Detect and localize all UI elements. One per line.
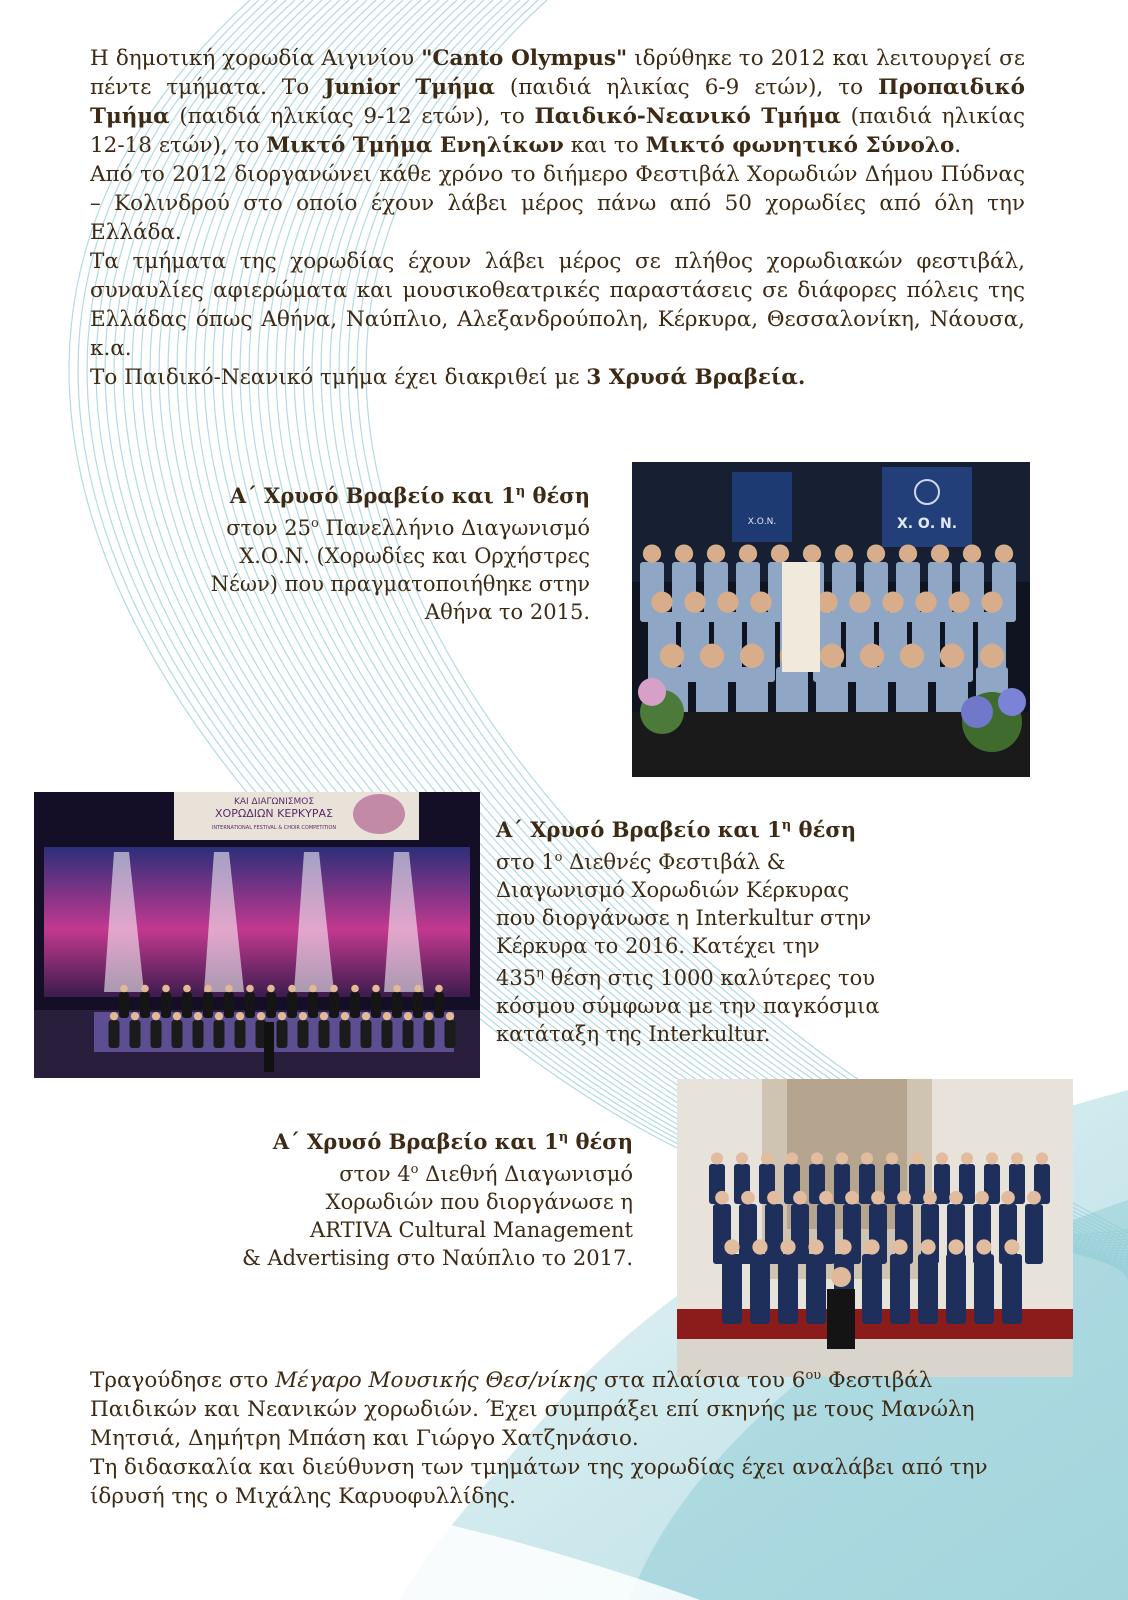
award-1-line-2: Χ.Ο.Ν. (Χορωδίες και Ορχήστρες	[239, 544, 590, 568]
choir-member	[890, 1254, 910, 1324]
choir-member	[319, 1020, 330, 1048]
award-2-heading: Α΄ Χρυσό Βραβείο και $1^\eta$ θέση	[496, 817, 857, 842]
choir-member-head	[684, 592, 705, 613]
choir-member-head	[948, 1239, 963, 1254]
choir-member	[434, 992, 444, 1018]
award-1-line-1: στον $25^o$ Πανελλήνιο Διαγωνισμό	[226, 516, 590, 540]
choir-member-head	[204, 985, 212, 993]
choir-member	[193, 1020, 204, 1048]
choir-member	[130, 1020, 141, 1048]
choir-member-head	[897, 1191, 911, 1205]
choir-member	[382, 1020, 393, 1048]
choir-member-head	[811, 1152, 823, 1164]
choir-member-head	[120, 985, 128, 993]
choir-member-head	[761, 1152, 773, 1164]
choir-member-head	[750, 592, 771, 613]
award-3-text	[200, 1124, 633, 1272]
choir-member	[946, 1254, 966, 1324]
choir-member-head	[435, 985, 443, 993]
choir-member-head	[660, 644, 684, 668]
choir-member-head	[110, 1012, 118, 1020]
choir-member	[151, 1020, 162, 1048]
choir-member-head	[131, 1012, 139, 1020]
choir-member-head	[849, 592, 870, 613]
choir-member	[918, 1254, 938, 1324]
award-3-line-2: Χορωδιών που διοργάνωσε η	[325, 1190, 633, 1214]
award-3-line-1: στον $4^o$ Διεθνή Διαγωνισμό	[339, 1162, 633, 1186]
choir-member-head	[976, 1239, 991, 1254]
banner-right-text: Χ. Ο. Ν.	[896, 516, 958, 532]
photo-choir-nafplio	[677, 1079, 1073, 1377]
choir-member-head	[162, 985, 170, 993]
choir-member-head	[995, 544, 1013, 562]
choir-member-head	[717, 592, 738, 613]
award-3-line-4: & Advertising στο Ναύπλιο το 2017.	[242, 1246, 633, 1270]
choir-member-head	[711, 1152, 723, 1164]
banner-left-text: Χ.Ο.Ν.	[747, 517, 777, 527]
choir-member-head	[771, 544, 789, 562]
choir-member-head	[414, 985, 422, 993]
choir-member	[350, 992, 360, 1018]
choir-member-head	[871, 1191, 885, 1205]
diploma	[782, 562, 820, 672]
award-2-line-5: $435^\eta$ θέση στις 1000 καλύτερες του	[496, 966, 875, 990]
choir-member-head	[362, 1012, 370, 1020]
choir-member-head	[320, 1012, 328, 1020]
choir-member	[287, 992, 297, 1018]
choir-member	[119, 992, 129, 1018]
award-1-heading: Α΄ Χρυσό Βραβείο και $1^\eta$ θέση	[229, 483, 590, 508]
choir-member	[224, 992, 234, 1018]
choir-member-head	[820, 644, 844, 668]
choir-member-head	[936, 1152, 948, 1164]
choir-member-head	[404, 1012, 412, 1020]
choir-member-head	[986, 1152, 998, 1164]
choir-member	[392, 992, 402, 1018]
award-1-text	[150, 478, 590, 626]
choir-member-head	[309, 985, 317, 993]
choir-member-head	[780, 1239, 795, 1254]
choir-member-head	[372, 985, 380, 993]
banner-left	[732, 472, 792, 542]
choir-member-head	[864, 1239, 879, 1254]
award-1-line-3: Νέων) που πραγματοποιήθηκε στην	[210, 572, 590, 596]
banner-line-3: INTERNATIONAL FESTIVAL & CHOIR COMPETITION	[211, 825, 337, 831]
choir-member	[277, 1020, 288, 1048]
choir-member	[403, 1020, 414, 1048]
choir-member-head	[1027, 1191, 1041, 1205]
choir-member-head	[288, 985, 296, 993]
choir-member-head	[1001, 1191, 1015, 1205]
choir-member-head	[793, 1191, 807, 1205]
choir-member	[371, 992, 381, 1018]
closing-text	[90, 1361, 1030, 1511]
choir-member-head	[767, 1191, 781, 1205]
choir-member-head	[1004, 1239, 1019, 1254]
choir-member	[862, 1254, 882, 1324]
award-3-heading: Α΄ Χρυσό Βραβείο και $1^\eta$ θέση	[272, 1129, 633, 1154]
banner-line-1: ΚΑΙ ΔΙΑΓΩΝΙΣΜΟΣ	[233, 797, 315, 807]
choir-member-head	[651, 592, 672, 613]
banner-line-2: ΧΟΡΩΔΙΩΝ ΚΕΡΚΥΡΑΣ	[215, 807, 333, 820]
choir-member-head	[741, 1191, 755, 1205]
choir-member-head	[194, 1012, 202, 1020]
choir-member	[909, 1164, 925, 1204]
choir-member	[109, 1020, 120, 1048]
choir-member-head	[949, 1191, 963, 1205]
choir-member-head	[740, 644, 764, 668]
choir-member	[722, 1254, 742, 1324]
choir-member-head	[675, 544, 693, 562]
choir-member	[182, 992, 192, 1018]
choir-member	[974, 1254, 994, 1324]
choir-member	[750, 1254, 770, 1324]
choir-member-head	[236, 1012, 244, 1020]
choir-member	[161, 992, 171, 1018]
choir-member-head	[215, 1012, 223, 1020]
closing-paragraph-2: Τη διδασκαλία και διεύθυνση των τμημάτων της χορωδίας έχει αναλάβει από την ίδρυσή της ο Μιχάλης Καρυοφυλλίδης.	[90, 1455, 988, 1510]
award-2-line-4: Κέρκυρα το 2016. Κατέχει την	[496, 934, 820, 958]
award-1-line-4: Αθήνα το 2015.	[424, 600, 590, 624]
choir-member	[361, 1020, 372, 1048]
choir-member-head	[383, 1012, 391, 1020]
choir-member-head	[724, 1239, 739, 1254]
choir-member	[298, 1020, 309, 1048]
conductor	[264, 1022, 274, 1072]
award-3-line-3: ARTIVA Cultural Management	[310, 1218, 633, 1242]
choir-member	[424, 1020, 435, 1048]
choir-member	[235, 1020, 246, 1048]
choir-member-head	[330, 985, 338, 993]
choir-member-head	[715, 1191, 729, 1205]
photo-choir-athens	[632, 462, 1030, 777]
choir-member-head	[819, 1191, 833, 1205]
choir-member	[203, 992, 213, 1018]
choir-member-head	[700, 644, 724, 668]
choir-member-head	[931, 544, 949, 562]
award-2-line-6: κόσμου σύμφωνα με την παγκόσμια	[496, 994, 880, 1018]
closing-paragraph-1: Τραγούδησε στο Μέγαρο Μουσικής Θεσ/νίκης στα πλαίσια του $6^{o\upsilon}$ Φεστιβάλ Παιδικών και Νεανικών χορωδιών. Έχει συμπράξει επί σκηνής με τους Μανώλη Μητσιά, Δημήτρη Μπάση και Γιώργο Χατζηνάσιο.	[90, 1368, 975, 1452]
choir-member-head	[141, 985, 149, 993]
intro-paragraph-2: Από το 2012 διοργανώνει κάθε χρόνο το διήμερο Φεστιβάλ Χορωδιών Δήμου Πύδνας – Κολινδρού στο οποίο έχουν λάβει μέρος πάνω από 50 χορωδίες από όλη την Ελλάδα.	[90, 162, 1025, 245]
choir-member	[340, 1020, 351, 1048]
award-2-line-2: Διαγωνισμό Χορωδιών Κέρκυρας	[496, 878, 850, 902]
choir-member-head	[246, 985, 254, 993]
award-2-line-7: κατάταξη της Interkultur.	[496, 1022, 771, 1046]
choir-member	[266, 992, 276, 1018]
choir-member-head	[225, 985, 233, 993]
award-2-text	[496, 812, 936, 1048]
choir-member-head	[446, 1012, 454, 1020]
choir-member-head	[183, 985, 191, 993]
choir-member-head	[351, 985, 359, 993]
choir-member-head	[899, 544, 917, 562]
choir-member	[413, 992, 423, 1018]
choir-member	[245, 992, 255, 1018]
choir-member-head	[1011, 1152, 1023, 1164]
choir-member-head	[975, 1191, 989, 1205]
choir-member-head	[981, 592, 1002, 613]
choir-member-head	[920, 1239, 935, 1254]
choir-member	[172, 1020, 183, 1048]
choir-member-head	[425, 1012, 433, 1020]
choir-member-head	[803, 544, 821, 562]
intro-paragraph-4: Το Παιδικό-Νεανικό τμήμα έχει διακριθεί με 3 Χρυσά Βραβεία.	[90, 365, 806, 390]
choir-member	[445, 1020, 456, 1048]
choir-member	[140, 992, 150, 1018]
choir-member-head	[808, 1239, 823, 1254]
award-2-line-1: στο $1^o$ Διεθνές Φεστιβάλ &	[496, 850, 786, 874]
choir-member-head	[836, 1152, 848, 1164]
choir-member-head	[173, 1012, 181, 1020]
choir-member-head	[835, 544, 853, 562]
intro-text	[90, 44, 1025, 392]
choir-member-head	[707, 544, 725, 562]
choir-member-head	[963, 544, 981, 562]
award-2-line-3: που διοργάνωσε η Interkultur στην	[496, 906, 872, 930]
choir-member-head	[900, 644, 924, 668]
choir-member-head	[845, 1191, 859, 1205]
choir-member-head	[752, 1239, 767, 1254]
intro-paragraph-1: Η δημοτική χορωδία Αιγινίου "Canto Olympus" ιδρύθηκε το 2012 και λειτουργεί σε πέντε τμήματα. Το Junior Τμήμα (παιδιά ηλικίας 6-9 ετών), το Προπαιδικό Τμήμα (παιδιά ηλικίας 9-12 ετών), το Παιδικό-Νεανικό Τμήμα (παιδιά ηλικίας 12-18 ετών), το Μικτό Τμήμα Ενηλίκων και το Μικτό φωνητικό Σύνολο.	[90, 46, 1025, 158]
choir-member	[806, 1254, 826, 1324]
choir-member	[1002, 1254, 1022, 1324]
choir-member-head	[886, 1152, 898, 1164]
choir-member-head	[923, 1191, 937, 1205]
choir-member-head	[915, 592, 936, 613]
photo-choir-corfu	[34, 792, 480, 1078]
choir-member-head	[892, 1239, 907, 1254]
choir-member-head	[278, 1012, 286, 1020]
choir-member-head	[152, 1012, 160, 1020]
choir-member-head	[739, 544, 757, 562]
choir-member-head	[948, 592, 969, 613]
conductor	[827, 1289, 855, 1349]
intro-paragraph-3: Τα τμήματα της χορωδίας έχουν λάβει μέρος σε πλήθος χορωδιακών φεστιβάλ, συναυλίες αφιερώματα και μουσικοθεατρικές παραστάσεις σε διάφορες πόλεις της Ελλάδας όπως Αθήνα, Ναύπλιο, Αλεξανδρούπολη, Κέρκυρα, Θεσσαλονίκη, Νάουσα, κ.α.	[90, 249, 1025, 361]
choir-member	[214, 1020, 225, 1048]
choir-member-head	[911, 1152, 923, 1164]
choir-member	[778, 1254, 798, 1324]
choir-member-head	[643, 544, 661, 562]
choir-member	[308, 992, 318, 1018]
choir-member-head	[961, 1152, 973, 1164]
choir-member-head	[736, 1152, 748, 1164]
choir-member-head	[836, 1239, 851, 1254]
choir-member-head	[299, 1012, 307, 1020]
choir-member-head	[867, 544, 885, 562]
choir-member-head	[980, 644, 1004, 668]
choir-member-head	[940, 644, 964, 668]
choir-member	[329, 992, 339, 1018]
choir-member-head	[882, 592, 903, 613]
choir-member-head	[786, 1152, 798, 1164]
choir-member	[1025, 1204, 1043, 1264]
choir-member-head	[257, 1012, 265, 1020]
choir-member-head	[393, 985, 401, 993]
choir-member-head	[341, 1012, 349, 1020]
choir-member-head	[1036, 1152, 1048, 1164]
choir-member-head	[267, 985, 275, 993]
choir-member-head	[860, 644, 884, 668]
choir-member-head	[861, 1152, 873, 1164]
